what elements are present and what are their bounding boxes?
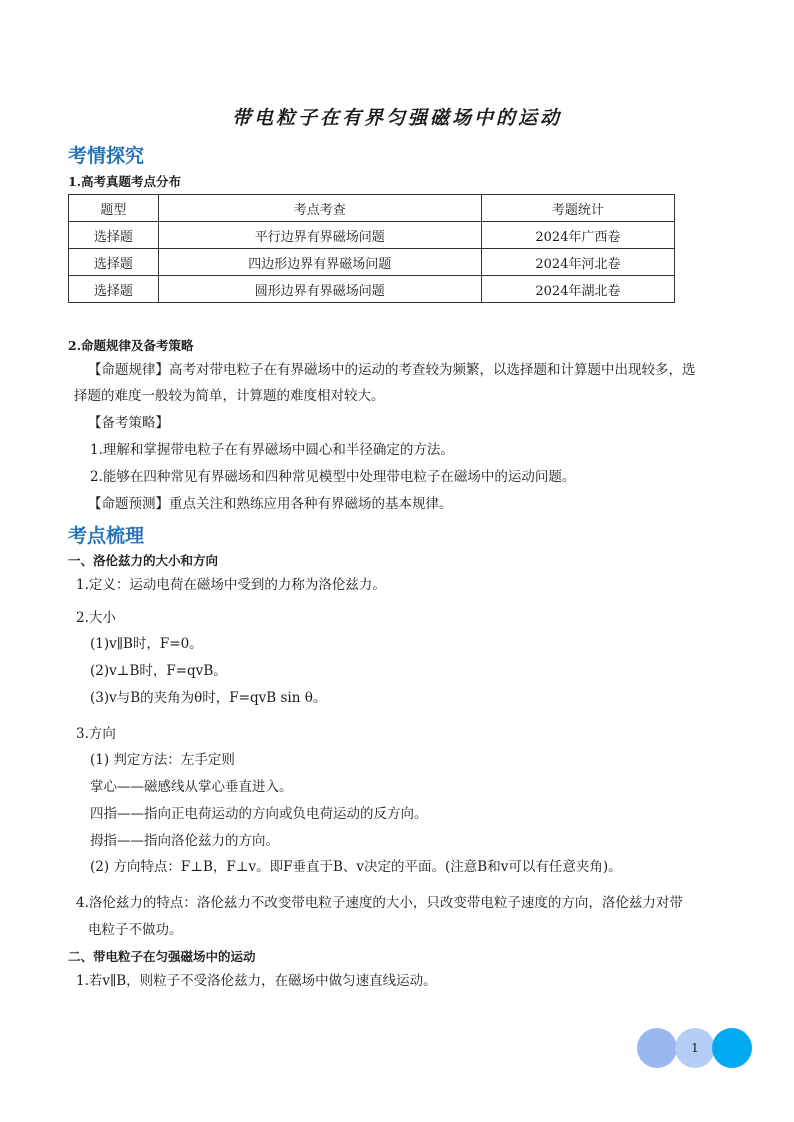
table-header: 考点考查 bbox=[158, 195, 481, 222]
table-cell: 选择题 bbox=[69, 222, 159, 249]
prediction-tag: 【命题预测】 bbox=[88, 496, 169, 512]
exam-distribution-table bbox=[68, 194, 675, 303]
table-row bbox=[69, 222, 675, 249]
table-cell: 选择题 bbox=[69, 276, 159, 303]
table-cell: 2024年河北卷 bbox=[481, 249, 674, 276]
direction-title: 3.方向 bbox=[76, 726, 116, 742]
part-title-uniform-field-motion: 二、带电粒子在匀强磁场中的运动 bbox=[68, 949, 256, 964]
page-decoration-circle bbox=[637, 1028, 677, 1068]
section-heading-knowledge-review: 考点梳理 bbox=[68, 525, 145, 547]
prediction-text: 重点关注和熟练应用各种有界磁场的基本规律。 bbox=[169, 496, 453, 512]
table-cell: 2024年湖北卷 bbox=[481, 276, 674, 303]
direction-item: (1) 判定方法：左手定则 bbox=[90, 752, 235, 768]
size-item: (3)v与B的夹角为θ时，F=qvB sin θ。 bbox=[90, 690, 327, 706]
direction-palm: 掌心——磁感线从掌心垂直进入。 bbox=[90, 779, 293, 795]
size-item: (2)v⊥B时，F=qvB。 bbox=[90, 663, 227, 679]
rule-tag: 【命题规律】 bbox=[88, 362, 169, 378]
table-cell: 2024年广西卷 bbox=[481, 222, 674, 249]
table-cell: 圆形边界有界磁场问题 bbox=[158, 276, 481, 303]
strategy-item: 1.理解和掌握带电粒子在有界磁场中圆心和半径确定的方法。 bbox=[90, 442, 454, 458]
table-header-row bbox=[69, 195, 675, 222]
table-row bbox=[69, 249, 675, 276]
rule-paragraph bbox=[88, 360, 738, 380]
table-cell: 四边形边界有界磁场问题 bbox=[158, 249, 481, 276]
feature-item: 4.洛伦兹力的特点：洛伦兹力不改变带电粒子速度的大小，只改变带电粒子速度的方向，洛伦兹力对带 bbox=[76, 895, 683, 911]
strategy-item: 2.能够在四种常见有界磁场和四种常见模型中处理带电粒子在磁场中的运动问题。 bbox=[90, 469, 576, 485]
section-heading-exam-analysis: 考情探究 bbox=[68, 145, 145, 167]
table-cell: 平行边界有界磁场问题 bbox=[158, 222, 481, 249]
subheading-proposition-rules: 2.命题规律及备考策略 bbox=[68, 338, 194, 353]
table-header: 考题统计 bbox=[481, 195, 674, 222]
prediction-paragraph bbox=[88, 494, 453, 514]
rule-text: 高考对带电粒子在有界磁场中的运动的考查较为频繁，以选择题和计算题中出现较多，选 bbox=[169, 362, 696, 378]
page-number-badge bbox=[675, 1028, 715, 1068]
direction-thumb: 拇指——指向洛伦兹力的方向。 bbox=[90, 833, 279, 849]
direction-four-fingers: 四指——指向正电荷运动的方向或负电荷运动的反方向。 bbox=[90, 806, 428, 822]
table-cell: 选择题 bbox=[69, 249, 159, 276]
document-title: 带电粒子在有界匀强磁场中的运动 bbox=[231, 107, 562, 129]
rule-text-continued: 择题的难度一般较为简单，计算题的难度相对较大。 bbox=[74, 388, 385, 404]
subheading-exam-distribution: 1.高考真题考点分布 bbox=[68, 174, 182, 189]
table-row bbox=[69, 276, 675, 303]
size-title: 2.大小 bbox=[76, 610, 116, 626]
strategy-tag: 【备考策略】 bbox=[88, 415, 169, 431]
page-decoration-circle bbox=[712, 1028, 752, 1068]
table-header: 题型 bbox=[69, 195, 159, 222]
page-number: 1 bbox=[691, 1041, 699, 1055]
motion-item: 1.若v∥B，则粒子不受洛伦兹力，在磁场中做匀速直线运动。 bbox=[76, 973, 437, 989]
part-title-lorentz-force: 一、洛伦兹力的大小和方向 bbox=[68, 553, 219, 568]
definition-item: 1.定义：运动电荷在磁场中受到的力称为洛伦兹力。 bbox=[76, 577, 386, 593]
direction-item: (2) 方向特点：F⊥B，F⊥v。即F垂直于B、v决定的平面。(注意B和v可以有任意夹角)。 bbox=[90, 859, 622, 875]
size-item: (1)v∥B时，F=0。 bbox=[90, 636, 203, 652]
feature-item-continued: 电粒子不做功。 bbox=[88, 922, 183, 938]
